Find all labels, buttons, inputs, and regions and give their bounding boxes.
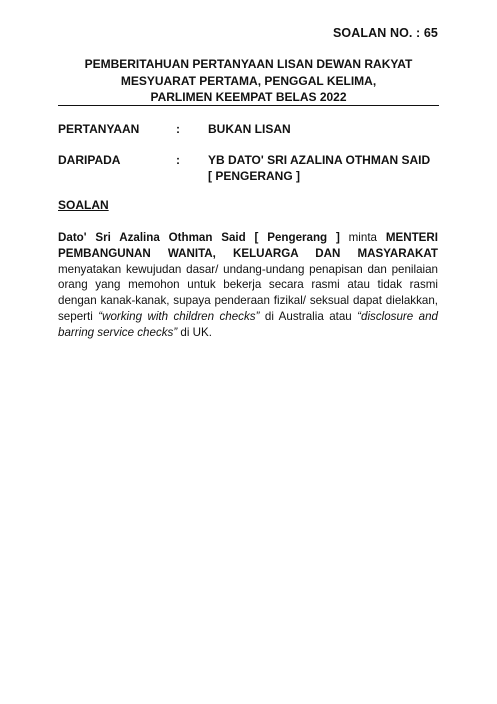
field-value-text: YB DATO' SRI AZALINA OTHMAN SAID [208, 153, 431, 167]
field-label: DARIPADA [58, 153, 121, 167]
field-colon: : [176, 153, 180, 167]
question-text [58, 230, 438, 341]
field-value [208, 152, 448, 184]
field-label: PERTANYAAN [58, 122, 140, 136]
field-value-text-2: [ PENGERANG ] [208, 169, 301, 183]
header-line-1: PEMBERITAHUAN PERTANYAAN LISAN DEWAN RAKYAT [84, 57, 413, 71]
question-body: menyatakan kewujudan dasar/ undang-undang penapisan dan penilaian orang yang memohon untuk bekerja secara rasmi atau tidak rasmi dengan kanak-kanak, supaya penderaan fizikal/ seksual dapat dielakkan, seperti [58, 262, 438, 323]
question-end: di UK. [177, 325, 212, 339]
question-term-1: “working with children checks” [98, 309, 260, 323]
header-line-2: MESYUARAT PERTAMA, PENGGAL KELIMA, [120, 73, 377, 88]
header-line-3: PARLIMEN KEEMPAT BELAS 2022 [150, 90, 347, 104]
question-connector: di Australia atau [259, 309, 358, 323]
field-value-text: BUKAN LISAN [208, 122, 291, 136]
question-number: SOALAN NO. : 65 [333, 26, 438, 40]
question-verb: minta [339, 231, 386, 244]
document-header [58, 56, 439, 106]
question-term-2: “disclosure and barring service checks” [58, 309, 438, 339]
field-value [208, 121, 448, 137]
question-minister: MENTERI PEMBANGUNAN WANITA, KELUARGA DAN MASYARAKAT [58, 231, 438, 260]
header-divider [58, 105, 439, 106]
question-member: Dato' Sri Azalina Othman Said [ Pengerang ] [58, 231, 340, 244]
field-colon: : [176, 122, 180, 136]
section-heading-soalan: SOALAN [58, 198, 109, 212]
